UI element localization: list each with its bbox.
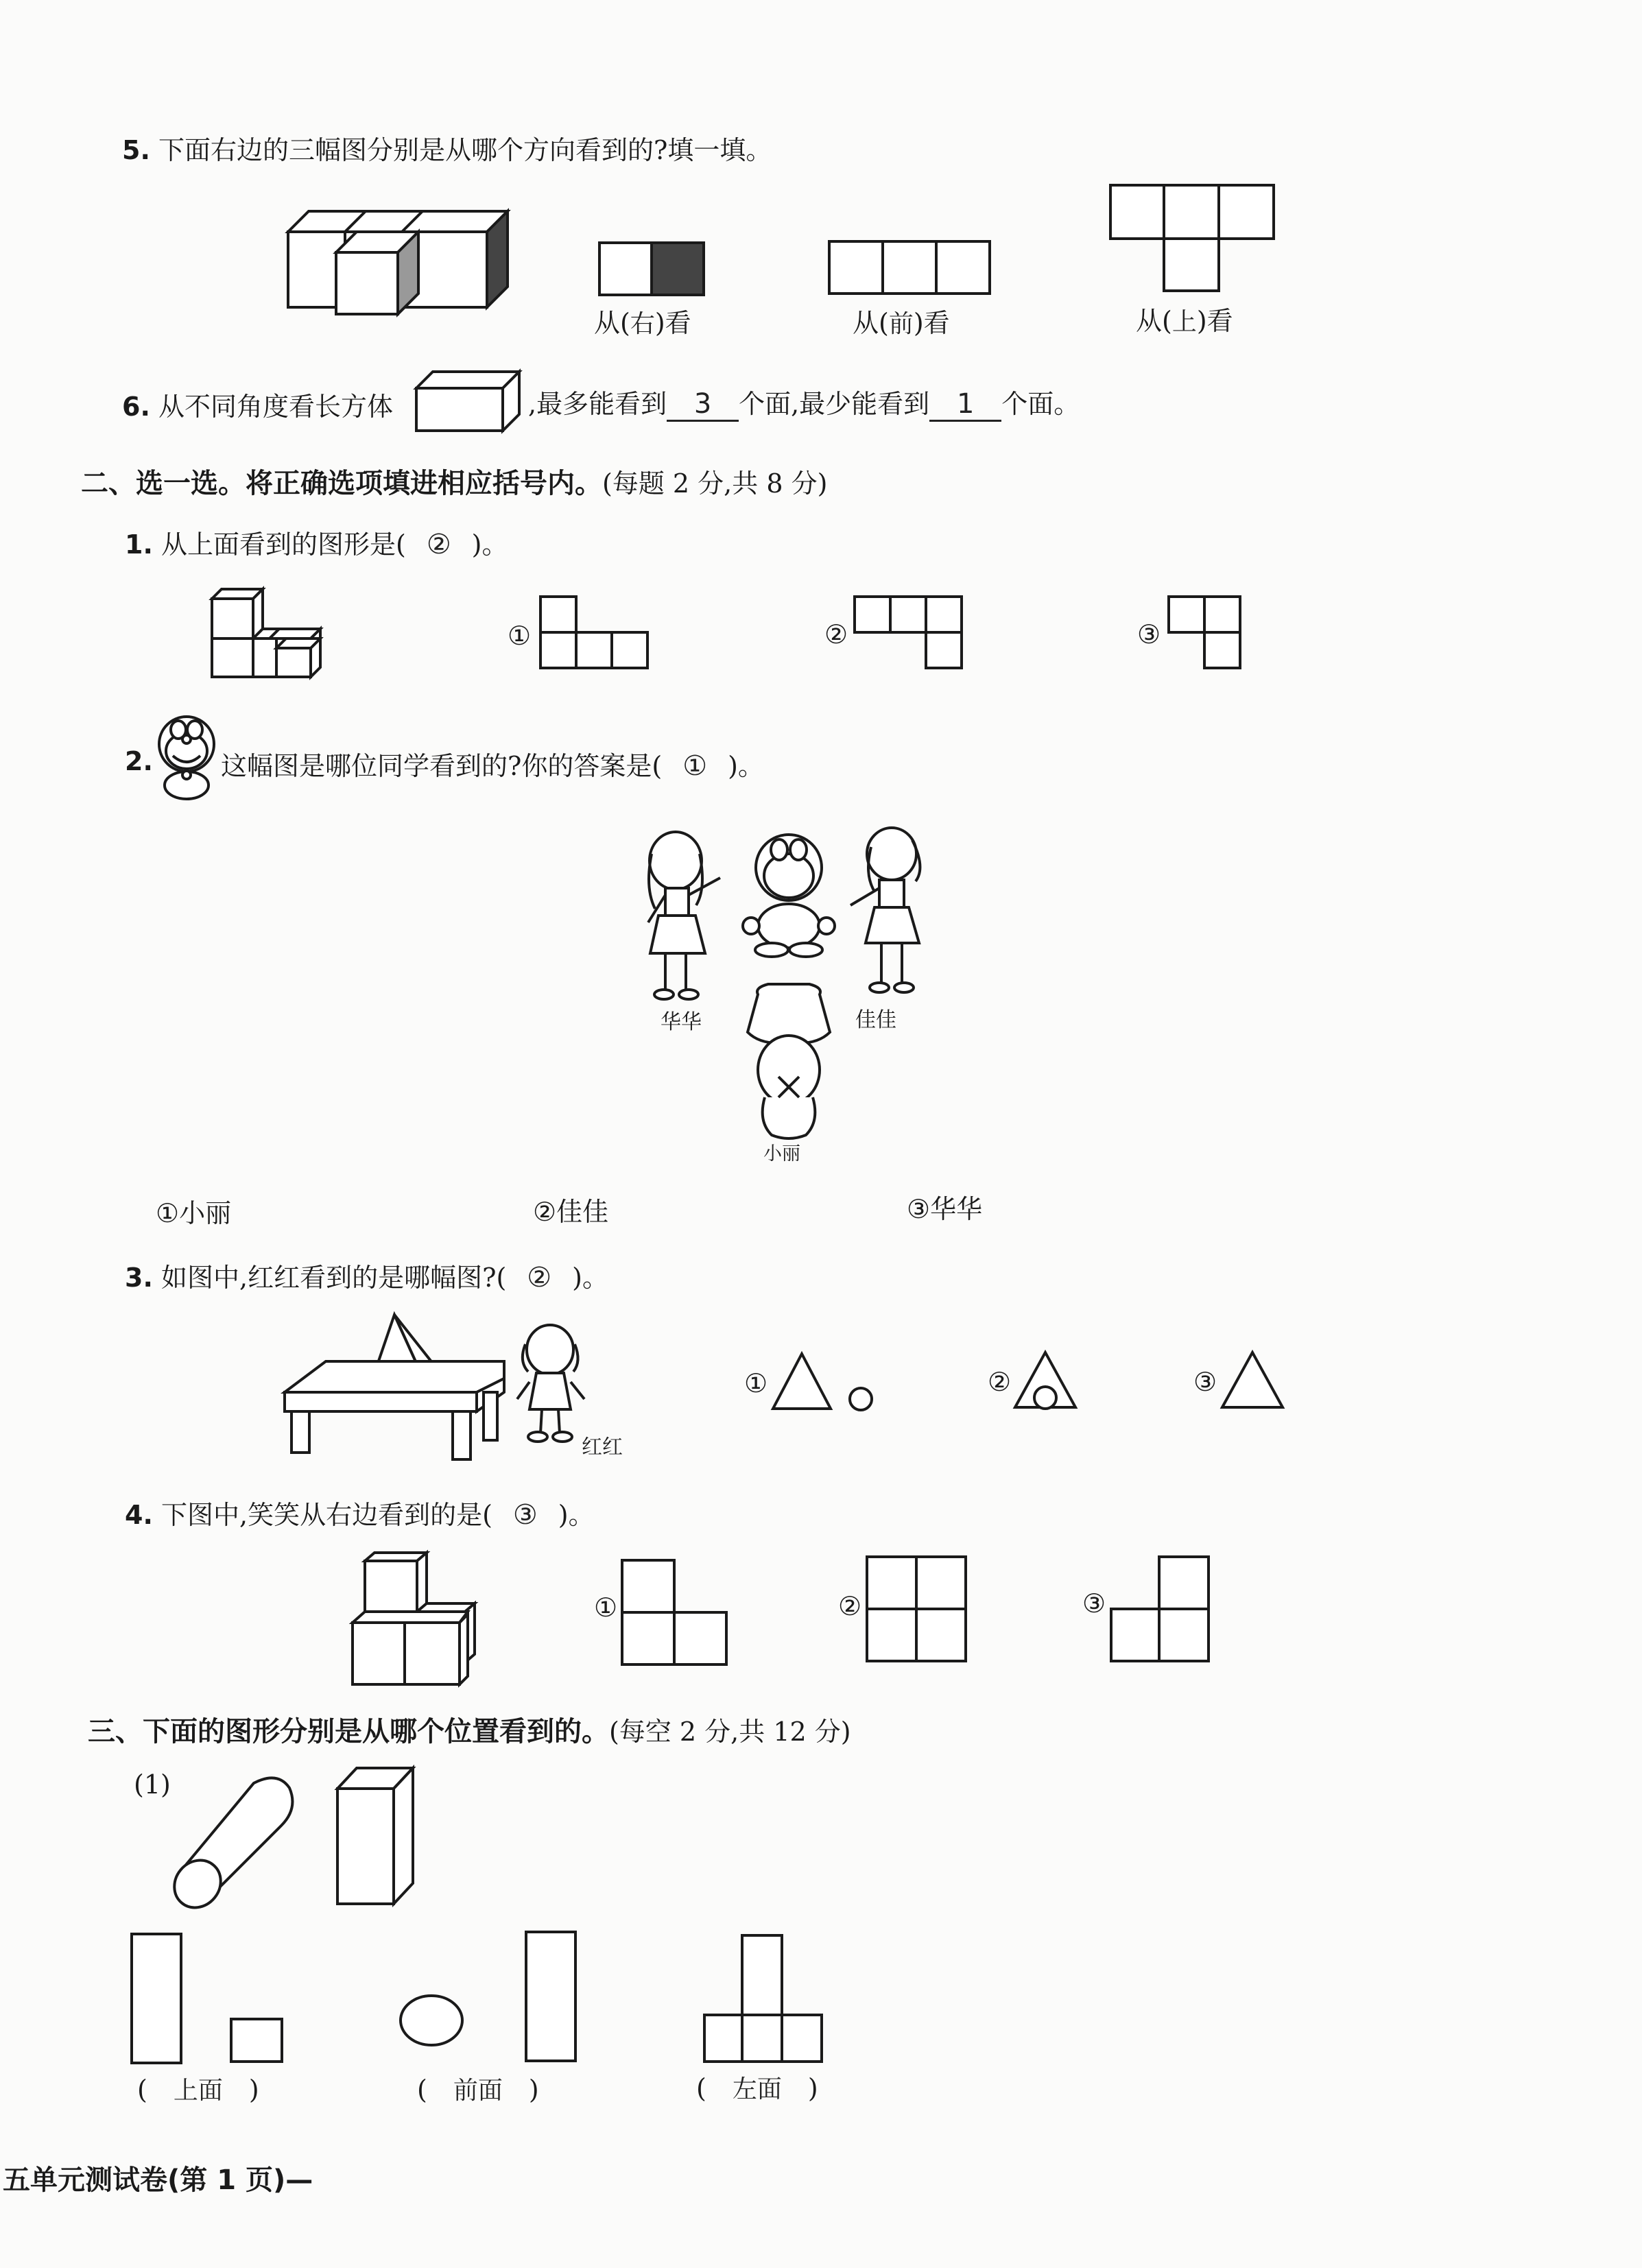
s3-answer2: ( 前面 ) xyxy=(417,2075,539,2105)
s2-q1-question: 1. 从上面看到的图形是( ② )。 xyxy=(125,529,508,560)
s2-q3-option2-label: ② xyxy=(988,1367,1012,1397)
s2-q3-option1-figure xyxy=(772,1351,878,1413)
q6-question xyxy=(122,385,393,423)
q5-answer-front: 前 xyxy=(888,310,914,338)
q5-block-figure xyxy=(281,206,514,315)
s2-q1-answer: ② xyxy=(426,529,451,560)
name-xiaoli: 小丽 xyxy=(763,1143,800,1165)
name-huahua: 华华 xyxy=(661,1010,702,1034)
q5-view-front-figure xyxy=(828,240,992,295)
s3-answer3-value: 左面 xyxy=(732,2075,782,2103)
s3-view3-figure xyxy=(703,1934,833,2064)
q5-number: 5. xyxy=(122,135,150,165)
section3-score-note: (每空 2 分,共 12 分) xyxy=(609,1717,851,1747)
q5-answer-right: 右 xyxy=(630,310,655,338)
s2-q3-option2-figure xyxy=(1014,1350,1080,1411)
q5-view-right-label: 从(右)看 xyxy=(594,308,691,338)
s2-q4-answer: ③ xyxy=(512,1499,538,1531)
jiajia-figure xyxy=(850,828,920,992)
s2-q2-question: 这幅图是哪位同学看到的?你的答案是( ① )。 xyxy=(221,750,764,782)
section3-sub-number: (1) xyxy=(134,1769,171,1800)
s2-q4-block-figure xyxy=(351,1551,488,1688)
q6-number: 6. xyxy=(122,392,150,422)
s3-answer1: ( 上面 ) xyxy=(137,2075,259,2105)
s3-view2-figure xyxy=(399,1931,584,2068)
s2-q4-option3-figure xyxy=(1110,1555,1213,1665)
s2-q2-scene-figure xyxy=(638,826,940,1149)
s2-q4-option1-figure xyxy=(621,1559,730,1669)
q5-view-right-figure xyxy=(598,241,708,296)
s3-cylinder-figure xyxy=(171,1771,305,1905)
s3-cuboid-figure xyxy=(336,1765,418,1909)
q5-text: 下面右边的三幅图分别是从哪个方向看到的?填一填。 xyxy=(158,135,772,165)
s2-q3-answer: ② xyxy=(527,1262,552,1293)
s2-q2-answer: ① xyxy=(682,750,708,782)
q5-view-top-label: 从(上)看 xyxy=(1136,306,1233,336)
q6-cuboid-figure xyxy=(415,369,525,434)
s2-q3-option3-label: ③ xyxy=(1193,1367,1217,1397)
s2-q4-option2-figure xyxy=(866,1555,968,1665)
s2-q2-number: 2. xyxy=(125,746,153,776)
s2-q3-table-figure xyxy=(278,1313,511,1464)
s2-q3-option1-label: ① xyxy=(744,1368,768,1398)
q5-view-front-label: 从(前)看 xyxy=(853,308,950,338)
q5-answer-top: 上 xyxy=(1171,308,1197,336)
section2-score-note: (每题 2 分,共 8 分) xyxy=(602,468,828,499)
section2-title: 二、选一选。将正确选项填进相应括号内。(每题 2 分,共 8 分) xyxy=(81,468,828,499)
s2-q4-option1-label: ① xyxy=(594,1592,618,1623)
s2-q2-option2: ②佳佳 xyxy=(533,1197,609,1227)
section3-title: 三、下面的图形分别是从哪个位置看到的。(每空 2 分,共 12 分) xyxy=(88,1716,851,1747)
q5-view-top-figure xyxy=(1109,184,1277,294)
q5-question xyxy=(122,129,772,167)
s2-q2-option3: ③华华 xyxy=(907,1194,983,1224)
hongHong-figure xyxy=(516,1324,591,1447)
xiaoli-figure xyxy=(748,984,830,1138)
s2-q2-option1: ①小丽 xyxy=(156,1198,232,1228)
page-footer: 五单元测试卷(第 1 页)— xyxy=(3,2164,313,2196)
s2-q1-option1-label: ① xyxy=(508,621,532,651)
s3-view1-figure xyxy=(130,1933,288,2070)
s3-answer2-value: 前面 xyxy=(453,2077,503,2105)
s2-q1-option2-label: ② xyxy=(824,619,848,649)
name-jiajia: 佳佳 xyxy=(855,1008,896,1032)
s2-q4-question: 4. 下图中,笑笑从右边看到的是( ③ )。 xyxy=(125,1499,595,1531)
s2-q4-option2-label: ② xyxy=(838,1591,862,1621)
q6-text-before: 从不同角度看长方体 xyxy=(158,392,393,422)
s2-q1-option1-figure xyxy=(539,595,652,671)
s2-q3-option3-figure xyxy=(1221,1350,1287,1411)
huahua-figure xyxy=(648,832,720,999)
s3-answer3: ( 左面 ) xyxy=(696,2073,818,2103)
s3-answer1-value: 上面 xyxy=(173,2077,223,2105)
s2-q4-option3-label: ③ xyxy=(1082,1588,1106,1619)
s2-q1-option3-label: ③ xyxy=(1137,619,1161,649)
doraemon-icon xyxy=(152,713,221,802)
s2-q3-question: 3. 如图中,红红看到的是哪幅图?( ② )。 xyxy=(125,1262,608,1293)
q6-answer-max: 3 xyxy=(667,388,739,422)
doraemon-figure xyxy=(743,835,835,957)
s2-q1-option2-figure xyxy=(853,595,966,672)
s2-q1-option3-figure xyxy=(1167,595,1244,672)
name-honghong: 红红 xyxy=(582,1435,623,1459)
s2-q1-block-figure xyxy=(211,586,341,682)
q6-answer-min: 1 xyxy=(929,388,1001,422)
q6-question-rest: ,最多能看到 3 个面,最少能看到 1 个面。 xyxy=(528,383,1080,422)
